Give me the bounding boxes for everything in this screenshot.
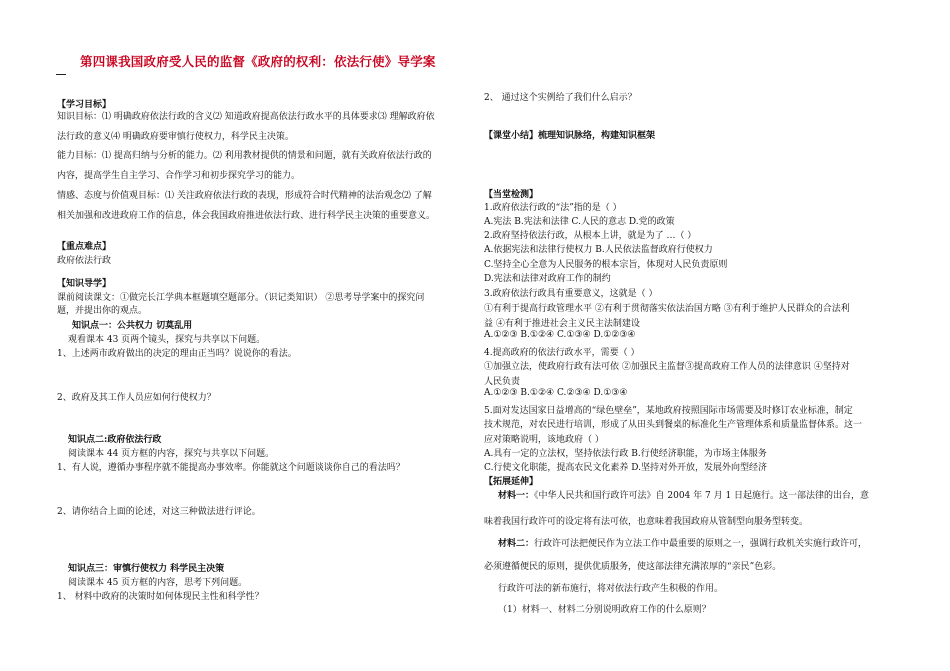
key-point: 政府依法行政	[57, 256, 112, 266]
test-options: A.①②③ B.①②④ C.①③④ D.①②③④	[484, 330, 636, 340]
material-label: 材料二：	[498, 539, 535, 549]
material-line: 必须遵循便民的原则，提供优质服务，使这部法律充满浓厚的“亲民”色彩。	[484, 562, 782, 572]
test-options: A.具有一定的立法权，坚持依法行政 B.行使经济职能，为市场主体服务	[484, 449, 767, 459]
material-line	[498, 536, 867, 549]
guide-line: 题，并提出你的观点。	[57, 306, 148, 316]
question-line: （1）材料一、材料二分别说明政府工作的什么原则？	[498, 605, 711, 615]
heading-extension: 【拓展延伸】	[484, 477, 539, 487]
test-question: 技术规范，对农民进行培训，形成了从田头到餐桌的标准化生产管理体系和质量监督体系。这一	[484, 420, 863, 430]
test-statement: 人民负责	[484, 377, 521, 387]
instruction-line: 阅读课本 45 页方框的内容，思考下列问题。	[68, 578, 248, 588]
question-line: 2、请你结合上面的论述，对这三种做法进行评论。	[57, 507, 261, 517]
test-statement: ①加强立法，使政府行政有法可依 ②加强民主监督③提高政府工作人员的法律意识 ④坚持对	[484, 362, 850, 372]
knowledge-point-heading: 知识点三：审慎行使权力 科学民主决策	[68, 564, 225, 574]
test-options: D.宪法和法律对政府工作的制约	[484, 274, 611, 284]
goal-line: 内容，提高学生自主学习、合作学习和初步探究学习的能力。	[57, 171, 301, 181]
goal-line: 相关加强和改进政府工作的信息，体会我国政府推进依法行政、进行科学民主决策的重要意义。	[57, 211, 436, 221]
test-question: 5.面对发达国家日益增高的“绿色壁垒”，某地政府按照国际市场需要及时修订农业标准，制定	[484, 406, 853, 416]
test-question: 3.政府依法行政具有重要意义，这就是（ ）	[484, 289, 658, 299]
material-text: 《中华人民共和国行政许可法》自 2004 年 7 月 1 日起施行。这一部法律的出台，意	[534, 491, 870, 501]
question-line: 1、上述两市政府做出的决定的理由正当吗？说说你的看法。	[57, 349, 297, 359]
divider-dash	[56, 74, 66, 75]
material-label: 材料一：	[498, 491, 535, 501]
goal-line: 情感、态度与价值观目标：⑴ 关注政府依法行政的表现，形成符合时代精神的法治观念⑵ 了解	[57, 191, 432, 201]
test-question: 应对策略说明，该地政府（ ）	[484, 435, 604, 445]
instruction-line: 阅读课本 44 页方框的内容，探究与共享以下问题。	[68, 449, 275, 459]
knowledge-point-heading: 知识点一：公共权力 切莫乱用	[72, 321, 193, 331]
knowledge-point-heading: 知识点二:政府依法行政	[68, 435, 162, 445]
test-options: C.坚持全心全意为人民服务的根本宗旨，体现对人民负责原则	[484, 260, 728, 270]
test-question: 4.提高政府的依法行政水平，需要（ ）	[484, 348, 640, 358]
test-options: C.行使文化职能，提高农民文化素养 D.坚持对外开放，发展外向型经济	[484, 463, 768, 473]
doc-title: 第四课我国政府受人民的监督《政府的权利：依法行使》导学案	[80, 54, 436, 69]
test-options: A.①②③ B.①②④ C.②③④ D.①③④	[484, 388, 628, 398]
test-statement: ①有利于提高行政管理水平 ②有利于贯彻落实依法治国方略 ③有利于维护人民群众的合法利	[484, 304, 850, 314]
heading-knowledge-guide: 【知识导学】	[57, 279, 112, 289]
test-question: 2.政府坚持依法行政，从根本上讲，就是为了 …（ ）	[484, 231, 697, 241]
instruction-line: 观看课本 43 页两个镜头，探究与共享以下问题。	[68, 335, 266, 345]
heading-in-class-test: 【当堂检测】	[484, 190, 539, 200]
material-line: 行政许可法的新布施行，将对依法行政产生积极的作用。	[498, 584, 724, 594]
goal-line: 能力目标：⑴ 提高归纳与分析的能力。⑵ 利用教材提供的情景和问题，就有关政府依法行政的	[57, 151, 432, 161]
question-line: 2、政府及其工作人员应如何行使权力？	[57, 393, 216, 403]
test-options: A.宪法 B.宪法和法律 C.人民的意志 D.党的政策	[484, 217, 675, 227]
test-statement: 益 ④有利于推进社会主义民主法制建设	[484, 319, 640, 329]
question-line: 1、 材料中政府的决策时如何体现民主性和科学性？	[57, 592, 264, 602]
heading-class-summary: 【课堂小结】梳理知识脉络，构建知识框架	[484, 131, 656, 141]
goal-line: 法行政的意义⑷ 明确政府要审慎行使权力，科学民主决策。	[57, 132, 294, 142]
heading-learning-goals: 【学习目标】	[57, 100, 112, 110]
question-line: 2、 通过这个实例给了我们什么启示？	[484, 93, 637, 103]
material-text: 行政许可法把便民作为立法工作中最重要的原则之一，强调行政机关实施行政许可，	[534, 539, 868, 549]
heading-key-points: 【重点难点】	[57, 242, 112, 252]
goal-line: 知识目标：⑴ 明确政府依法行政的含义⑵ 知道政府提高依法行政水平的具体要求⑶ 理解政府依	[57, 112, 435, 122]
material-line: 味着我国行政许可的设定将有法可依，也意味着我国政府从管制型向服务型转变。	[484, 517, 809, 527]
material-line	[498, 488, 869, 501]
question-line: 1、有人说，遵循办事程序就不能提高办事效率。你能就这个问题谈谈你自己的看法吗？	[57, 463, 405, 473]
guide-line: 课前阅读课文：①做完长江学典本框题填空题部分。（识记类知识） ②思考导学案中的探究问	[57, 293, 425, 303]
test-options: A.依据宪法和法律行使权力 B.人民依法监督政府行使权力	[484, 245, 713, 255]
test-question: 1.政府依法行政的“法”指的是（ ）	[484, 203, 622, 213]
